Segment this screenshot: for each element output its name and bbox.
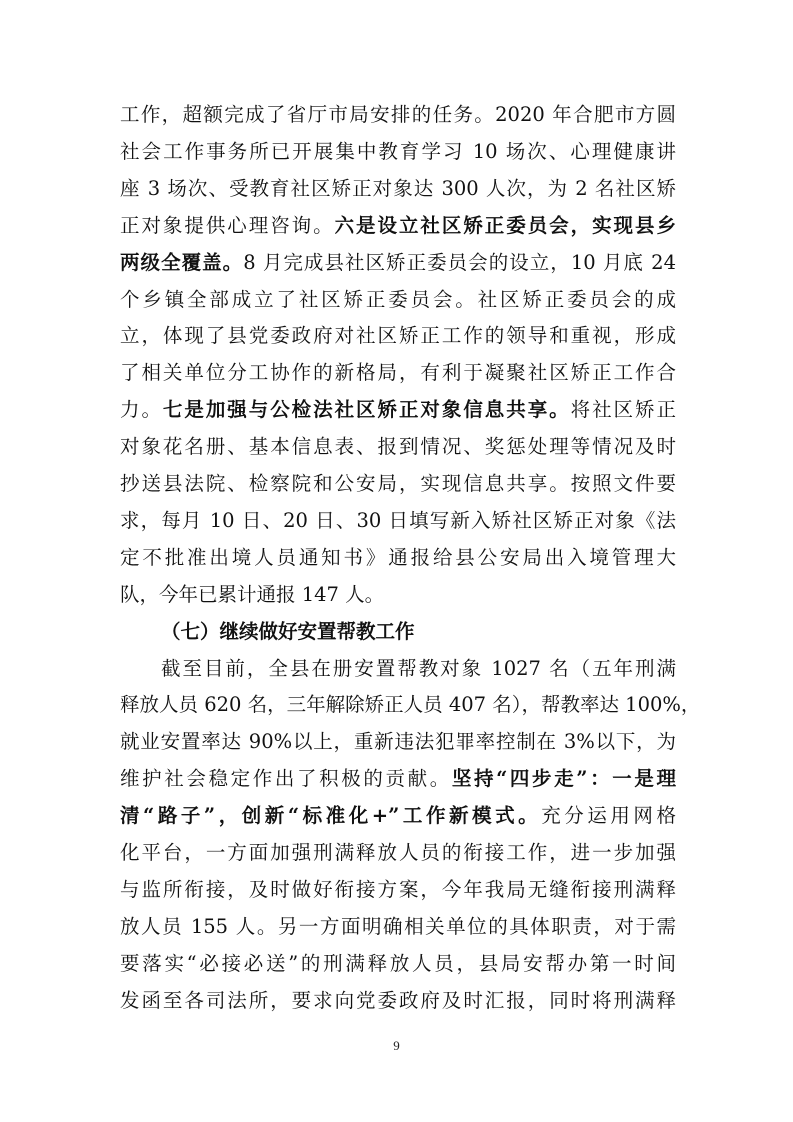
text-line — [120, 100, 676, 130]
text-segment: 8 月完成县社区矫正委员会的设立，10 月底 24 — [243, 250, 676, 274]
text-segment: 截至目前，全县在册安置帮教对象 1027 名（五年刑满 — [161, 656, 676, 680]
page-number: 9 — [393, 1038, 400, 1053]
text-line — [120, 949, 676, 979]
text-segment: 座 3 场次、受教育社区矫正对象达 300 人次，为 2 名社区矫 — [120, 176, 676, 200]
text-line — [120, 321, 676, 351]
bold-text-segment: （七）继续做好安置帮教工作 — [161, 619, 415, 643]
text-segment: 对象花名册、基本信息表、报到情况、奖惩处理等情况及时 — [120, 435, 676, 459]
bold-text-segment: 清“路子”，创新“标准化+”工作新模式。 — [120, 804, 542, 828]
text-segment: 与监所衔接，及时做好衔接方案，今年我局无缝衔接刑满释 — [120, 877, 676, 901]
text-segment: 要落实“必接必送”的刑满释放人员，县局安帮办第一时间 — [120, 951, 676, 975]
text-line — [120, 580, 676, 610]
text-segment: 化平台，一方面加强刑满释放人员的衔接工作，进一步加强 — [120, 841, 676, 864]
text-line — [120, 764, 676, 794]
text-line — [120, 654, 676, 684]
bold-text-segment: 坚持“四步走”：一是理 — [451, 767, 676, 791]
text-line — [120, 137, 676, 167]
text-line — [120, 838, 676, 868]
text-segment: 求，每月 10 日、20 日、30 日填写新入矫社区矫正对象《法 — [120, 508, 676, 532]
text-segment: 放人员 155 人。另一方面明确相关单位的具体职责，对于需 — [120, 914, 676, 938]
text-segment: 力。 — [120, 398, 163, 422]
text-line — [120, 469, 676, 499]
text-segment: 定不批准出境人员通知书》通报给县公安局出入境管理大 — [120, 545, 676, 569]
text-segment: 释放人员 620 名，三年解除矫正人员 407 名），帮教率达 100%， — [120, 693, 701, 717]
text-line — [120, 912, 676, 942]
text-line — [120, 395, 676, 425]
text-line — [120, 690, 701, 720]
text-segment: 工作，超额完成了省厅市局安排的任务。2020 年合肥市方圆 — [120, 103, 676, 126]
bold-text-segment: 七是加强与公检法社区矫正对象信息共享。 — [162, 398, 571, 422]
text-line — [120, 506, 676, 536]
text-segment: 了相关单位分工协作的新格局，有利于凝聚社区矫正工作合 — [120, 361, 676, 385]
text-line — [120, 358, 676, 388]
text-segment: 将社区矫正 — [570, 398, 676, 422]
text-line — [120, 801, 676, 831]
bold-text-segment: 两级全覆盖。 — [120, 250, 244, 274]
text-segment: 正对象提供心理咨询。 — [120, 213, 335, 237]
text-line — [120, 875, 676, 905]
text-line — [120, 211, 676, 241]
text-segment: 维护社会稳定作出了积极的贡献。 — [120, 767, 452, 791]
text-line — [120, 727, 676, 757]
text-segment: 充分运用网格 — [541, 804, 676, 828]
text-line — [120, 174, 676, 204]
bold-text-segment: 六是设立社区矫正委员会，实现县乡 — [334, 213, 676, 237]
text-line — [120, 986, 676, 1016]
text-segment: 抄送县法院、检察院和公安局，实现信息共享。按照文件要 — [120, 472, 676, 495]
text-line — [120, 285, 676, 315]
text-segment: 个乡镇全部成立了社区矫正委员会。社区矫正委员会的成 — [120, 287, 676, 311]
section-heading — [120, 617, 676, 647]
text-line — [120, 543, 676, 573]
text-line — [120, 432, 676, 462]
text-segment: 队，今年已累计通报 147 人。 — [120, 582, 385, 606]
text-line — [120, 248, 676, 278]
text-segment: 立，体现了县党委政府对社区矫正工作的领导和重视，形成 — [120, 324, 676, 348]
text-segment: 发函至各司法所，要求向党委政府及时汇报，同时将刑满释 — [120, 988, 676, 1012]
text-segment: 社会工作事务所已开展集中教育学习 10 场次、心理健康讲 — [120, 139, 676, 163]
text-segment: 就业安置率达 90%以上，重新违法犯罪率控制在 3%以下，为 — [120, 730, 676, 754]
